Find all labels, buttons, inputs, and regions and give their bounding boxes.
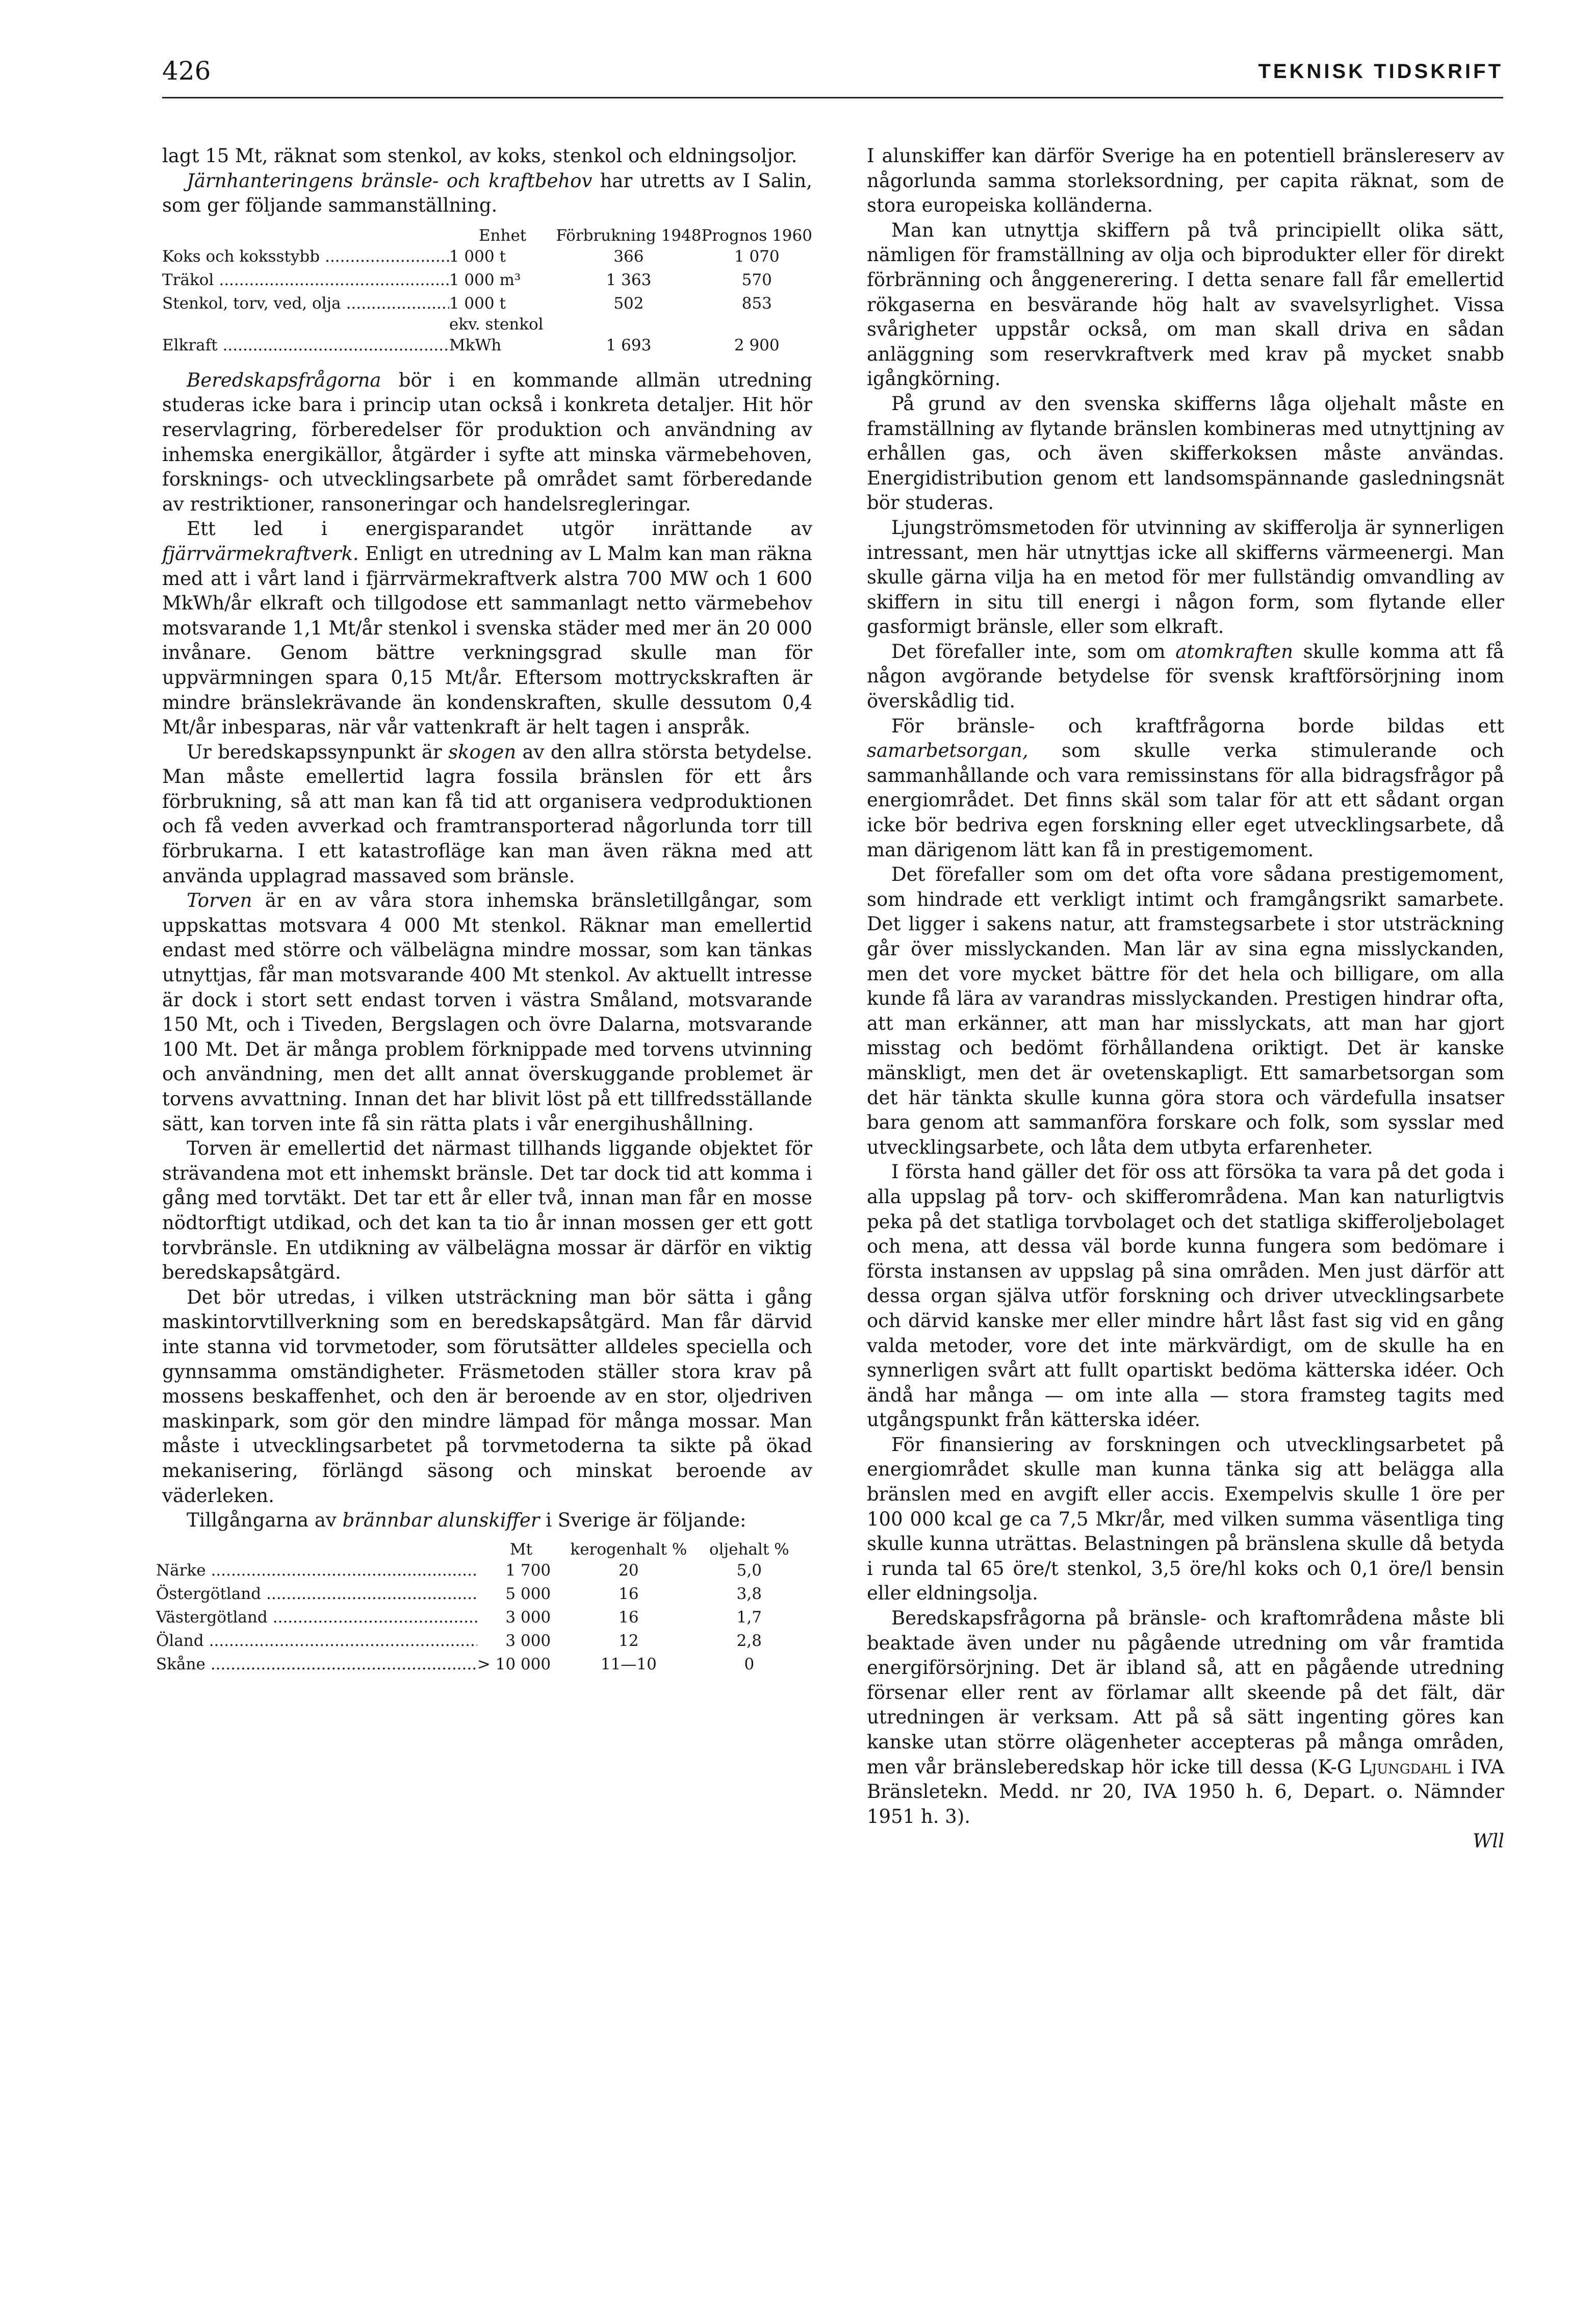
column-header: Mt	[509, 1540, 533, 1559]
emphasis: samarbetsorgan,	[867, 740, 1028, 762]
table-subheader-row	[162, 315, 812, 334]
paragraph: För finansiering av forskningen och utvecklingsarbetet på energiområdet skulle man kunna tänka sig att belägga alla bränslen med en avgift eller accis. Exempelvis skulle 1 öre per 100 000 kcal ge ca 7,5 Mkr/år, med vilken summa väsentliga ting skulle kunna uträttas. Belastningen på bränslena skulle då betyda i runda tal 65 öre/t stenkol, 3,5 öre/hl koks och 0,1 öre/l bensin eller eldningsolja.	[867, 1433, 1504, 1605]
table-row	[156, 1629, 806, 1653]
table-row	[162, 245, 812, 268]
left-column	[156, 144, 812, 1676]
cell-value: 11—10	[600, 1655, 657, 1673]
cell-value: 1 070	[734, 247, 780, 266]
row-label: Öland .....	[156, 1629, 477, 1653]
emphasis: fjärrvärmekraftverk.	[162, 542, 359, 565]
cell-unit: 1 000 t	[449, 247, 506, 266]
emphasis: Beredskapsfrågorna	[187, 369, 381, 391]
cell-value: 3,8	[736, 1584, 762, 1603]
cell-value: 5 000	[505, 1584, 551, 1603]
cell-value: 853	[741, 294, 772, 313]
row-label: Skåne .....	[156, 1653, 477, 1676]
cell-unit: 1 000 m³	[449, 270, 521, 289]
paragraph: Ur beredskapssynpunkt är skogen av den allra största betydelse. Man måste emellertid lagra fossila bränslen för ett års förbrukning, så att man kan få tid att organisera vedproduktionen och få veden avverkad och framtransporterad någorlunda torr till förbrukarna. I ett katastrofläge kan man även räkna med att använda upplagrad massaved som bränsle.	[162, 741, 812, 887]
column-header: Förbrukning 1948	[556, 226, 702, 245]
cell-value: 502	[613, 294, 644, 313]
table-row	[162, 292, 812, 315]
emphasis: atomkraften	[1175, 640, 1294, 663]
table-row	[156, 1582, 806, 1606]
table-row	[156, 1559, 806, 1582]
row-label: Närke .....	[156, 1559, 477, 1582]
signature: Wll	[1473, 1830, 1504, 1852]
column-header: Enhet	[478, 226, 527, 245]
page-header	[162, 56, 1503, 98]
emphasis: Torven	[187, 890, 252, 912]
emphasis: Järnhanteringens bränsle- och kraftbehov	[187, 169, 593, 192]
row-label: Träkol .....	[162, 268, 449, 292]
row-label: Stenkol, torv, ved, olja .....	[162, 292, 449, 315]
right-column	[867, 144, 1504, 1854]
paragraph: Tillgångarna av brännbar alunskiffer i Sverige är följande:	[187, 1509, 746, 1532]
paragraph: Beredskapsfrågorna bör i en kommande allmän utredning studeras icke bara i princip utan också i konkreta detaljer. Hit hör reservlagring, förberedelser för produktion och användning av inhemska energikällor, åtgärder i syfte att minska värmebehoven, forsknings- och utvecklingsarbete på området samt förberedande av restriktioner, ransoneringar och handelsregleringar.	[162, 369, 812, 515]
cell-value: 5,0	[736, 1561, 762, 1580]
shale-resources-table	[156, 1540, 806, 1676]
column-header: oljehalt %	[709, 1540, 789, 1559]
paragraph: Järnhanteringens bränsle- och kraftbehov har utretts av I Salin, som ger följande sammanställning.	[162, 169, 812, 217]
page-number: 426	[162, 56, 211, 86]
paragraph: Ett led i energisparandet utgör inrättande av fjärrvärmekraftverk. Enligt en utredning av L Malm kan man räkna med att i vårt land i fjärrvärmekraftverk alstra 700 MW och 1 600 MkWh/år elkraft och tillgodose ett sammanlagt netto värmebehov motsvarande 1,1 Mt/år stenkol i svenska städer med mer än 20 000 invånare. Genom bättre verkningsgrad skulle man för uppvärmningen spara 0,15 Mt/år. Eftersom mottryckskraften är mindre bränslekrävande än kondenskraften, skulle dessutom 0,4 Mt/år inbesparas, när vår vattenkraft är helt tagen i anspråk.	[162, 518, 812, 739]
table-row	[156, 1653, 806, 1676]
paragraph: På grund av den svenska skifferns låga oljehalt måste en framställning av flytande bränslen kombineras med utnyttjning av erhållen gas, och även skifferkoksen måste användas. Energidistribution genom ett landsomspännande gasledningsnät bör studeras.	[867, 392, 1504, 514]
paragraph: Beredskapsfrågorna på bränsle- och kraftområdena måste bli beaktade även under nu pågående utredning om vår framtida energiförsörjning. Det är ibland så, att en pågående utredning försenar eller rent av förlamar allt skeende på det fält, där utredningen är verksam. Att på så sätt ingenting göres kan kanske utan större olägenheter accepteras på många områden, men vår bränsleberedskap hör icke till dessa (K-G Ljungdahl i IVA Bränsletekn. Medd. nr 20, IVA 1950 h. 6, Depart. o. Nämnder 1951 h. 3).	[867, 1607, 1504, 1827]
column-header: Prognos 1960	[701, 226, 812, 245]
paragraph: Det bör utredas, i vilken utsträckning man bör sätta i gång maskintorvtillverkning som en beredskapsåtgärd. Man får därvid inte stanna vid torvmetoder, som förutsätter alldeles speciella och gynnsamma omständigheter. Fräsmetoden ställer stora krav på mossens beskaffenhet, och den är beroende av en stor, oljedriven maskinpark, som gör den mindre lämpad för många mossar. Man måste i utvecklingsarbetet på torvmetoderna ta sikte på ökad mekanisering, förlängd säsong och minskat beroende av väderleken.	[162, 1286, 812, 1507]
cell-unit: MkWh	[449, 336, 502, 354]
paragraph: Det förefaller som om det ofta vore sådana prestigemoment, som hindrade ett verkligt intimt och framgångsrikt samarbete. Det ligger i sakens natur, att framstegsarbete i stor utsträckning går över misslyckanden. Man lär av sina egna misslyckanden, men det vore mycket bättre för det hela och billigare, om alla kunde få lära av varandras misslyckanden. Prestigen hindrar ofta, att man erkänner, att man har misslyckats, att man har gjort misstag och bedömt förhållandena oriktigt. Det är kanske mänskligt, men det är ovetenskapligt. Ett samarbetsorgan som det här tänkta skulle kunna göra stora och värdefulla insatser bara genom att sammanföra forskare och folk, som sysslar med utvecklingsarbete, och låta dem utbyta erfarenheter.	[867, 863, 1504, 1158]
row-label: Koks och koksstybb .....	[162, 245, 449, 268]
cell-value: 12	[619, 1631, 639, 1650]
fuel-consumption-table	[162, 226, 812, 357]
table-header-row	[156, 1540, 806, 1559]
cell-value: 570	[741, 270, 772, 289]
cell-value: 16	[619, 1584, 639, 1603]
cell-value: 3 000	[505, 1631, 551, 1650]
paragraph: lagt 15 Mt, räknat som stenkol, av koks, stenkol och eldningsoljor.	[162, 145, 797, 167]
row-label: Elkraft .....	[162, 334, 449, 357]
row-label: Östergötland .....	[156, 1582, 477, 1606]
cell-value: 1 363	[606, 270, 652, 289]
cell-unit: ekv. stenkol	[449, 315, 544, 334]
paragraph: Torven är en av våra stora inhemska bränsletillgångar, som uppskattas motsvara 4 000 Mt stenkol. Räknar man emellertid endast med större och välbelägna mindre mossar, som kan tänkas utnyttjas, får man motsvarande 400 Mt stenkol. Av aktuellt intresse är dock i stort sett endast torven i västra Småland, motsvarande 150 Mt, och i Tiveden, Bergslagen och övre Dalarna, motsvarande 100 Mt. Det är många problem förknippade med torvens utvinning och användning, men det allt annat överskuggande problemet är torvens avvattning. Innan det har blivit löst på ett tillfredsställande sätt, kan torven inte få sin rätta plats i vår energihushållning.	[162, 890, 812, 1135]
paragraph: I första hand gäller det för oss att försöka ta vara på det goda i alla uppslag på torv- och skifferområdena. Man kan naturligtvis peka på det statliga torvbolaget och det statliga skifferoljebolaget och mena, att dessa väl borde kunna fungera som bedömare i första instansen av uppslag på sina områden. Men just därför att dessa organ själva utför forskning och driver utvecklingsarbete och därvid kanske mer eller mindre hårt låst fast sig vid en gång valda metoder, vore det inte märkvärdigt, om de skulle ha en synnerligen svårt att fullt opartiskt bedöma kätterska idéer. Och ändå har många — om inte alla — stora framsteg tagits med utgångspunkt från kätterska idéer.	[867, 1161, 1504, 1431]
author-name: Ljungdahl	[1359, 1756, 1451, 1778]
paragraph: Torven är emellertid det närmast tillhands liggande objektet för strävandena mot ett inhemskt bränsle. Det tar dock tid att komma i gång med torvtäkt. Det tar ett år eller två, innan man får en mosse nödtorftigt utdikad, och det kan ta tio år innan mossen ger ett gott torvbränsle. En utdikning av välbelägna mossar är därför en viktig beredskapsåtgärd.	[162, 1137, 812, 1284]
cell-value: 2 900	[734, 336, 780, 354]
paragraph: Man kan utnyttja skiffern på två principiellt olika sätt, nämligen för framställning av olja och biprodukter eller för direkt förbränning och ånggenerering. I detta senare fall får emellertid rökgaserna en besvärande hög halt av svavelsyrlighet. Vissa svårigheter uppstår också, om man skall driva en sådan anläggning som reservkraftverk med krav på mycket snabb igångkörning.	[867, 219, 1504, 390]
cell-value: 3 000	[505, 1608, 551, 1627]
paragraph: För bränsle- och kraftfrågorna borde bildas ett samarbetsorgan, som skulle verka stimulerande och sammanhållande och vara remissinstans för alla bidragsfrågor på energiområdet. Det finns skäl som talar för att ett sådant organ icke bör bedriva egen forskning eller eget utvecklingsarbete, då man därigenom lätt kan få in prestigemoment.	[867, 715, 1504, 861]
table-row	[162, 268, 812, 292]
cell-value: 366	[613, 247, 644, 266]
cell-value: > 10 000	[477, 1655, 551, 1673]
cell-value: 1 693	[606, 336, 652, 354]
table-row	[156, 1606, 806, 1629]
paragraph: Ljungströmsmetoden för utvinning av skifferolja är synnerligen intressant, men här utnyttjas icke all skifferns värmeenergi. Man skulle gärna vilja ha en metod för mer fullständig omvandling av skiffern in situ till energi i någon form, som flytande eller gasformigt bränsle, eller som elkraft.	[867, 516, 1504, 638]
row-label: Västergötland .....	[156, 1606, 477, 1629]
emphasis: skogen	[448, 741, 517, 763]
cell-value: 2,8	[736, 1631, 762, 1650]
column-header: kerogenhalt %	[570, 1540, 687, 1559]
journal-title: TEKNISK TIDSKRIFT	[1258, 60, 1503, 83]
cell-value: 1,7	[736, 1608, 762, 1627]
emphasis: brännbar alunskiffer	[342, 1509, 540, 1532]
cell-value: 1 700	[505, 1561, 551, 1580]
paragraph: Det förefaller inte, som om atomkraften skulle komma att få någon avgörande betydelse för svensk kraftförsörjning inom överskådlig tid.	[867, 640, 1504, 713]
table-row	[162, 334, 812, 357]
cell-value: 20	[619, 1561, 639, 1580]
table-header-row	[162, 226, 812, 245]
cell-unit: 1 000 t	[449, 294, 506, 313]
cell-value: 16	[619, 1608, 639, 1627]
paragraph: I alunskiffer kan därför Sverige ha en potentiell bränslereserv av någorlunda samma storleksordning, per capita räknat, som de stora europeiska kolländerna.	[867, 145, 1504, 217]
cell-value: 0	[744, 1655, 755, 1673]
